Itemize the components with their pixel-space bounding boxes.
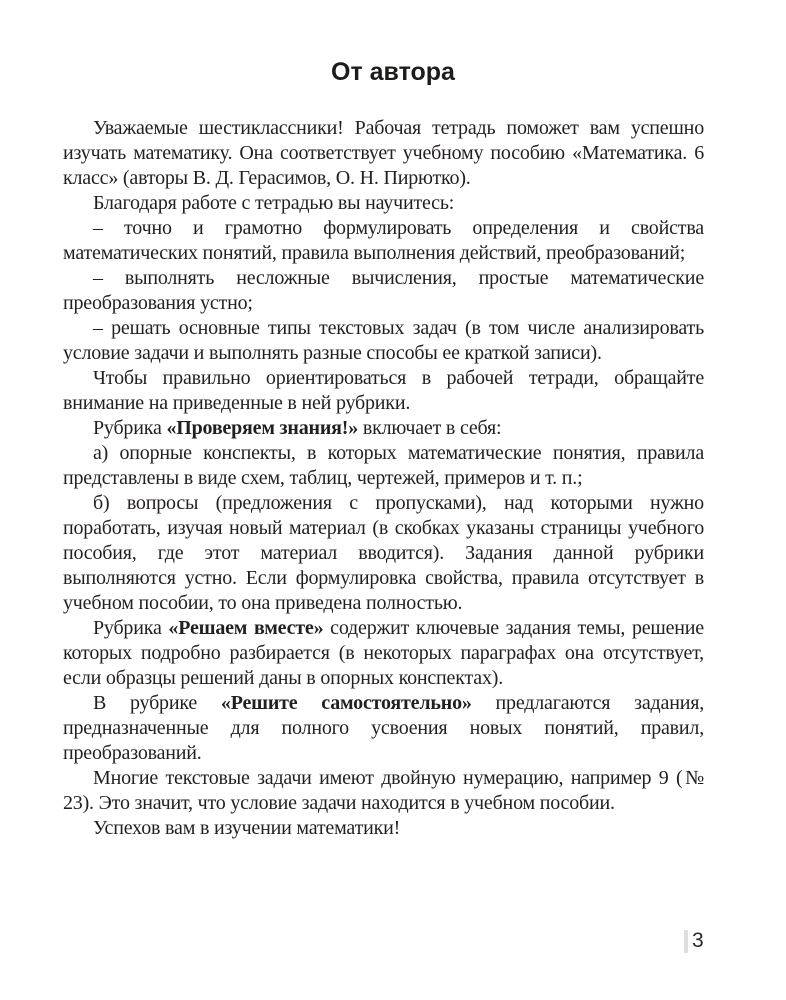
paragraph	[63, 441, 704, 491]
text-run: Многие текстовые задачи имеют двойную нумерацию, например 9 (№ 23). Это значит, что условие задачи находится в учебном пособии.	[63, 767, 704, 814]
paragraph	[63, 491, 704, 616]
paragraph	[63, 616, 704, 691]
paragraph	[63, 116, 704, 191]
text-run: содержит ключевые задания темы, решение которых подробно разбирается (в некоторых параграфах она отсутствует, если образцы решений даны в опорных конспектах).	[63, 617, 704, 689]
paragraph	[63, 316, 704, 366]
paragraph	[63, 216, 704, 266]
text-run: – выполнять несложные вычисления, простые математические преобразования устно;	[63, 267, 704, 314]
text-run: Уважаемые шестиклассники! Рабочая тетрадь поможет вам успешно изучать математику. Она соответствует учебному пособию «Математика. 6 класс» (авторы В. Д. Герасимов, О. Н. Пирютко).	[63, 117, 704, 189]
text-run: а) опорные конспекты, в которых математические понятия, правила представлены в виде схем, таблиц, чертежей, примеров и т. п.;	[63, 442, 704, 489]
text-run: Успехов вам в изучении математики!	[93, 817, 401, 839]
text-run: – точно и грамотно формулировать определения и свойства математических понятий, правила выполнения действий, преобразований;	[63, 217, 704, 264]
page-number-bar	[684, 930, 688, 953]
text-run: В рубрике	[93, 692, 221, 714]
text-run: Благодаря работе с тетрадью вы научитесь:	[93, 192, 455, 214]
rubric-name: «Решите самостоятельно»	[220, 692, 472, 714]
paragraph	[63, 766, 704, 816]
paragraph	[63, 816, 704, 841]
body-text	[63, 116, 704, 841]
text-run: включает в себя:	[358, 417, 502, 439]
text-run: Рубрика	[93, 417, 167, 439]
text-run: б) вопросы (предложения с пропусками), над которыми нужно поработать, изучая новый материал (в скобках указаны страницы учебного пособия, где этот материал вводится). Задания данной рубрики выполняются устно. Если формулировка свойства, правила отсутствует в учебном пособии, то она приведена полностью.	[63, 492, 704, 614]
paragraph	[63, 266, 704, 316]
text-run: – решать основные типы текстовых задач (в том числе анализировать условие задачи и выполнять разные способы ее краткой записи).	[63, 317, 704, 364]
text-run: Рубрика	[93, 617, 169, 639]
paragraph	[63, 416, 704, 441]
rubric-name: «Проверяем знания!»	[166, 417, 359, 439]
rubric-name: «Решаем вместе»	[168, 617, 324, 639]
paragraph	[63, 691, 704, 766]
page-title: От автора	[331, 58, 455, 86]
page-footer	[684, 929, 704, 953]
text-run: Чтобы правильно ориентироваться в рабочей тетради, обращайте внимание на приведенные в ней рубрики.	[63, 367, 704, 414]
page-number: 3	[692, 929, 704, 952]
paragraph	[63, 366, 704, 416]
text-run: предлагаются задания, предназначенные для полного усвоения новых понятий, правил, преобразований.	[63, 692, 704, 764]
paragraph	[63, 191, 704, 216]
